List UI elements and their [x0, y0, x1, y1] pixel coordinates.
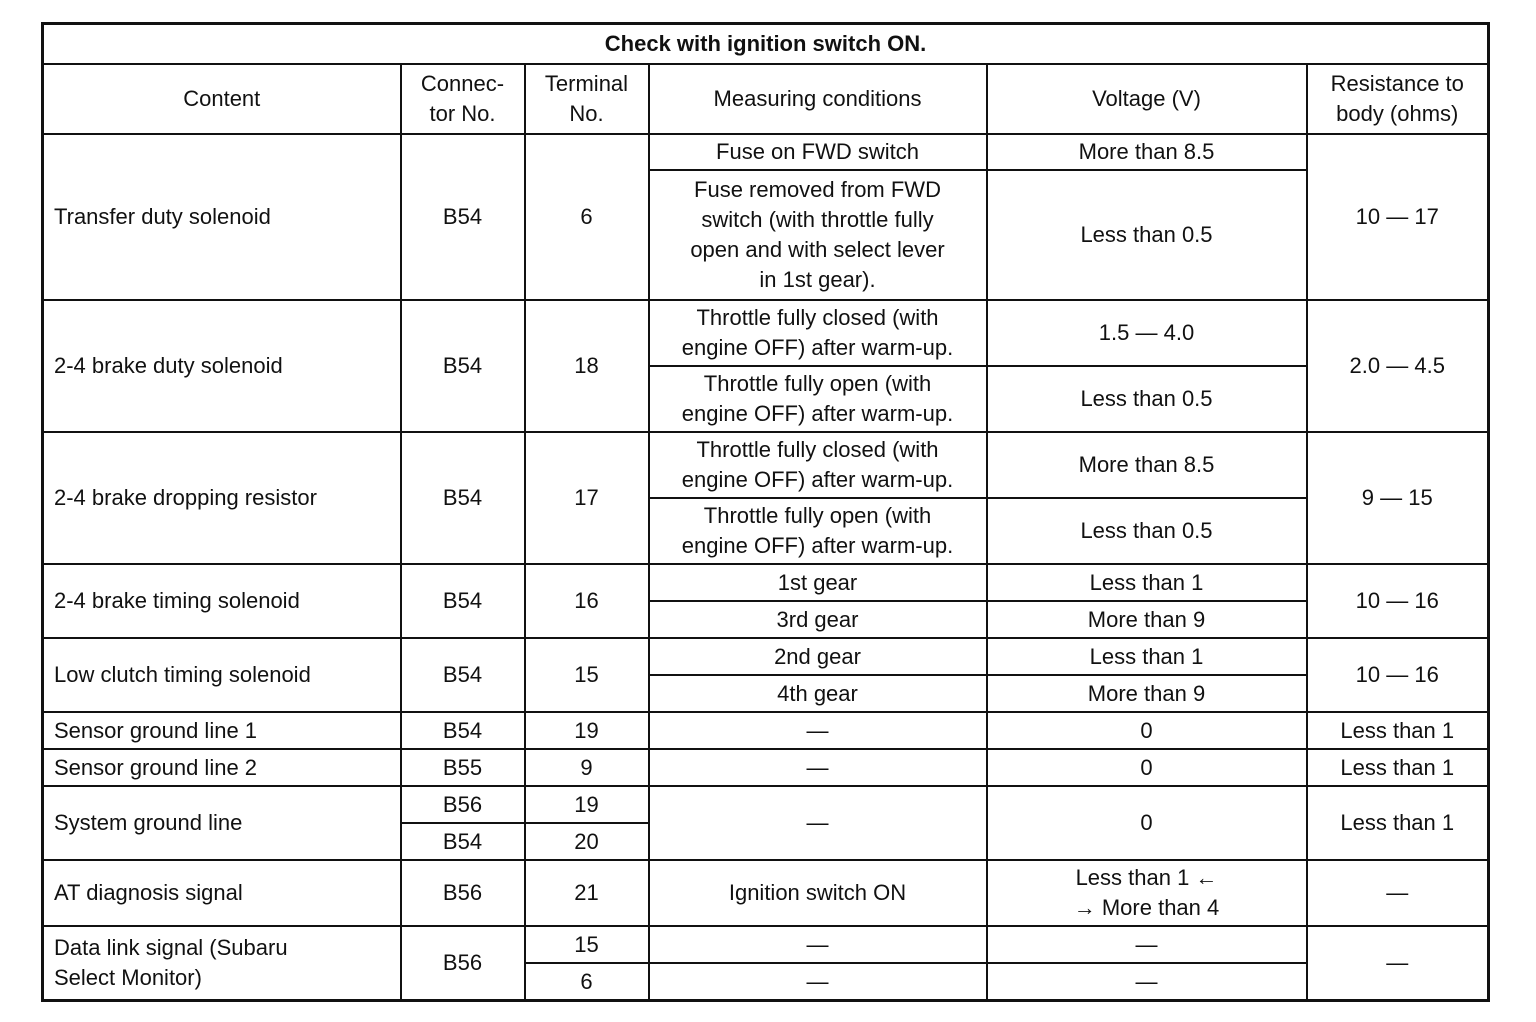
connector-cell: B54 — [401, 134, 525, 300]
resistance-cell: Less than 1 — [1307, 786, 1489, 860]
terminal-cell: 16 — [525, 564, 649, 638]
content-cell: Transfer duty solenoid — [43, 134, 401, 300]
condition-cell: 2nd gear — [649, 638, 987, 675]
voltage-cell: Less than 0.5 — [987, 498, 1307, 564]
connector-cell: B54 — [401, 638, 525, 712]
condition-cell: Throttle fully closed (with engine OFF) after warm-up. — [649, 432, 987, 498]
voltage-cell: Less than 0.5 — [987, 366, 1307, 432]
voltage-cell: More than 9 — [987, 675, 1307, 712]
resistance-cell: 10 — 16 — [1307, 564, 1489, 638]
terminal-cell: 20 — [525, 823, 649, 860]
terminal-cell: 6 — [525, 134, 649, 300]
terminal-cell: 9 — [525, 749, 649, 786]
content-cell: Low clutch timing solenoid — [43, 638, 401, 712]
table-row — [43, 860, 1489, 926]
resistance-cell: Less than 1 — [1307, 749, 1489, 786]
connector-cell: B56 — [401, 786, 525, 823]
voltage-cell: — — [987, 963, 1307, 1001]
terminal-cell: 15 — [525, 926, 649, 963]
terminal-cell: 6 — [525, 963, 649, 1001]
voltage-cell: 0 — [987, 712, 1307, 749]
header-resistance: Resistance to body (ohms) — [1307, 64, 1489, 134]
connector-cell: B56 — [401, 926, 525, 1001]
resistance-cell: Less than 1 — [1307, 712, 1489, 749]
resistance-cell: — — [1307, 926, 1489, 1001]
content-cell: AT diagnosis signal — [43, 860, 401, 926]
condition-cell: — — [649, 712, 987, 749]
condition-cell: Throttle fully closed (with engine OFF) after warm-up. — [649, 300, 987, 366]
voltage-cell: 0 — [987, 786, 1307, 860]
content-cell: Sensor ground line 2 — [43, 749, 401, 786]
table-row — [43, 786, 1489, 823]
title-row — [43, 24, 1489, 65]
connector-cell: B54 — [401, 432, 525, 564]
terminal-cell: 19 — [525, 712, 649, 749]
voltage-cell: Less than 0.5 — [987, 170, 1307, 300]
voltage-cell: More than 8.5 — [987, 432, 1307, 498]
condition-cell: — — [649, 749, 987, 786]
table-row — [43, 712, 1489, 749]
inspection-table — [41, 22, 1490, 1002]
connector-cell: B54 — [401, 564, 525, 638]
voltage-cell: 0 — [987, 749, 1307, 786]
condition-cell: 3rd gear — [649, 601, 987, 638]
resistance-cell: — — [1307, 860, 1489, 926]
content-cell: 2-4 brake duty solenoid — [43, 300, 401, 432]
connector-cell: B54 — [401, 712, 525, 749]
condition-cell: — — [649, 786, 987, 860]
condition-cell: Fuse removed from FWD switch (with throttle fully open and with select lever in 1st gear). — [649, 170, 987, 300]
table-row — [43, 749, 1489, 786]
table-row — [43, 134, 1489, 170]
condition-cell: 4th gear — [649, 675, 987, 712]
table-row — [43, 926, 1489, 963]
connector-cell: B55 — [401, 749, 525, 786]
content-cell: Sensor ground line 1 — [43, 712, 401, 749]
content-cell: 2-4 brake dropping resistor — [43, 432, 401, 564]
voltage-cell: Less than 1 — [987, 638, 1307, 675]
terminal-cell: 15 — [525, 638, 649, 712]
condition-cell: — — [649, 963, 987, 1001]
voltage-cell: Less than 1 ← → More than 4 — [987, 860, 1307, 926]
resistance-cell: 9 — 15 — [1307, 432, 1489, 564]
connector-cell: B54 — [401, 300, 525, 432]
header-terminal: Terminal No. — [525, 64, 649, 134]
condition-cell: 1st gear — [649, 564, 987, 601]
table-title: Check with ignition switch ON. — [43, 24, 1489, 65]
condition-cell: Throttle fully open (with engine OFF) after warm-up. — [649, 366, 987, 432]
condition-cell: Ignition switch ON — [649, 860, 987, 926]
header-row — [43, 64, 1489, 134]
header-connector: Connec- tor No. — [401, 64, 525, 134]
resistance-cell: 2.0 — 4.5 — [1307, 300, 1489, 432]
voltage-cell: Less than 1 — [987, 564, 1307, 601]
content-cell: System ground line — [43, 786, 401, 860]
terminal-cell: 18 — [525, 300, 649, 432]
connector-cell: B56 — [401, 860, 525, 926]
voltage-cell: More than 8.5 — [987, 134, 1307, 170]
table-row — [43, 300, 1489, 366]
terminal-cell: 19 — [525, 786, 649, 823]
header-conditions: Measuring conditions — [649, 64, 987, 134]
terminal-cell: 21 — [525, 860, 649, 926]
condition-cell: — — [649, 926, 987, 963]
voltage-cell: 1.5 — 4.0 — [987, 300, 1307, 366]
connector-cell: B54 — [401, 823, 525, 860]
resistance-cell: 10 — 17 — [1307, 134, 1489, 300]
table-row — [43, 564, 1489, 601]
header-content: Content — [43, 64, 401, 134]
condition-cell: Throttle fully open (with engine OFF) after warm-up. — [649, 498, 987, 564]
resistance-cell: 10 — 16 — [1307, 638, 1489, 712]
condition-cell: Fuse on FWD switch — [649, 134, 987, 170]
terminal-cell: 17 — [525, 432, 649, 564]
table-row — [43, 432, 1489, 498]
table-row — [43, 638, 1489, 675]
voltage-cell: — — [987, 926, 1307, 963]
content-cell: 2-4 brake timing solenoid — [43, 564, 401, 638]
header-voltage: Voltage (V) — [987, 64, 1307, 134]
voltage-cell: More than 9 — [987, 601, 1307, 638]
content-cell: Data link signal (Subaru Select Monitor) — [43, 926, 401, 1001]
